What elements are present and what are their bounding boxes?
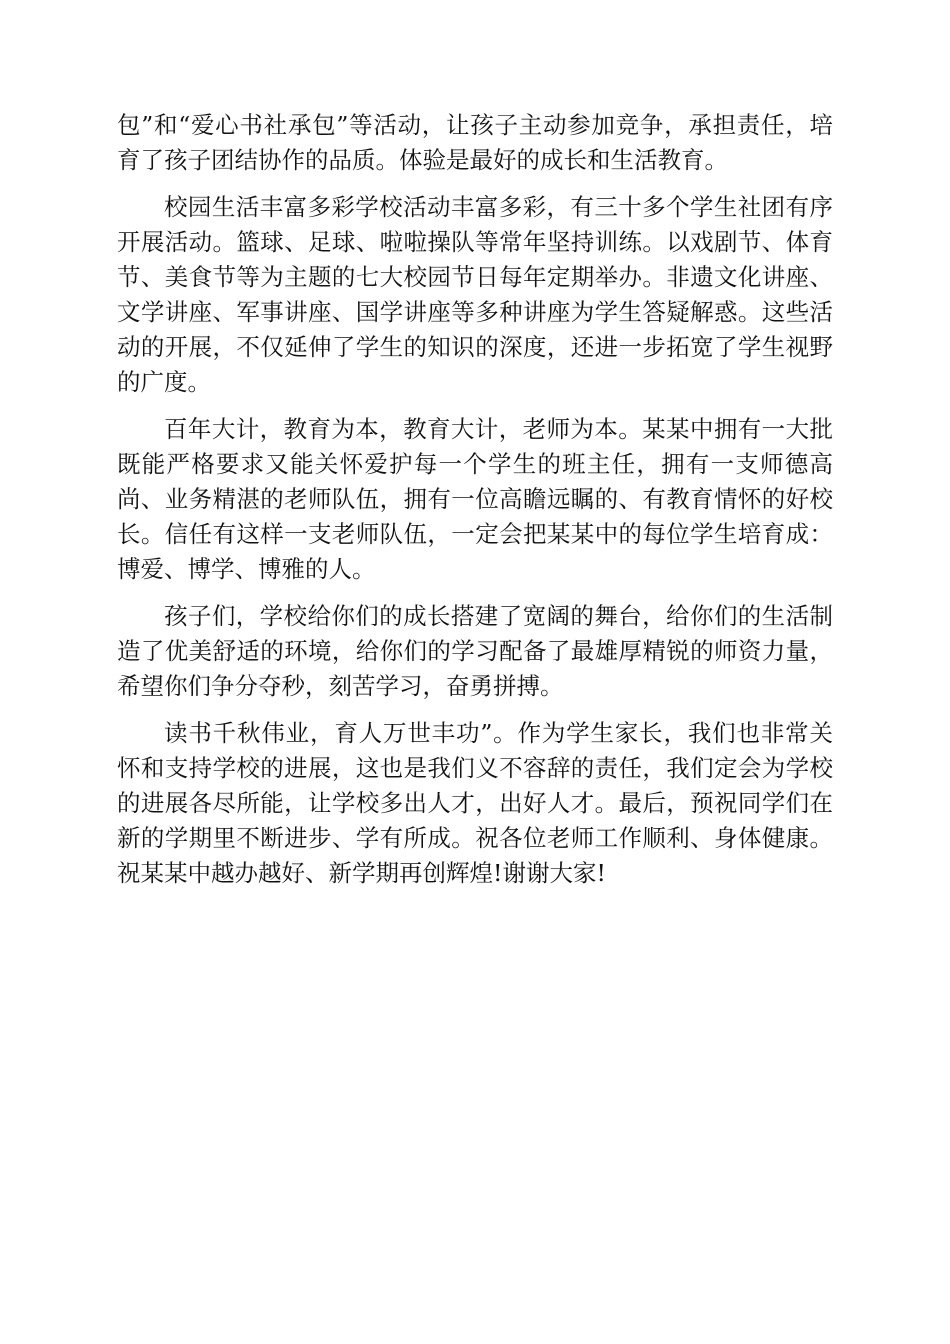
paragraph-campus-life: 校园生活丰富多彩学校活动丰富多彩，有三十多个学生社团有序开展活动。篮球、足球、啦啦操队等常年坚持训练。以戏剧节、体育节、美食节等为主题的七大校园节日每年定期举办。非遗文化讲座、文学讲座、军事讲座、国学讲座等多种讲座为学生答疑解惑。这些活动的开展，不仅延伸了学生的知识的深度，还进一步拓宽了学生视野的广度。 bbox=[117, 193, 833, 396]
paragraph-children: 孩子们，学校给你们的成长搭建了宽阔的舞台，给你们的生活制造了优美舒适的环境，给你们的学习配备了最雄厚精锐的师资力量，希望你们争分夺秒，刻苦学习，奋勇拼搏。 bbox=[117, 602, 833, 700]
paragraph-teachers: 百年大计，教育为本，教育大计，老师为本。某某中拥有一大批既能严格要求又能关怀爱护每一个学生的班主任，拥有一支师德高尚、业务精湛的老师队伍，拥有一位高瞻远瞩的、有教育情怀的好校长。信任有这样一支老师队伍，一定会把某某中的每位学生培育成：博爱、博学、博雅的人。 bbox=[117, 415, 833, 583]
paragraph-continuation: 包”和“爱心书社承包”等活动，让孩子主动参加竞争，承担责任，培育了孩子团结协作的品质。体验是最好的成长和生活教育。 bbox=[117, 111, 833, 174]
paragraph-closing: 读书千秋伟业，育人万世丰功”。作为学生家长，我们也非常关怀和支持学校的进展，这也是我们义不容辞的责任，我们定会为学校的进展各尽所能，让学校多出人才，出好人才。最后，预祝同学们在新的学期里不断进步、学有所成。祝各位老师工作顺利、身体健康。祝某某中越办越好、新学期再创辉煌!谢谢大家! bbox=[117, 719, 833, 887]
document-body bbox=[117, 108, 833, 891]
